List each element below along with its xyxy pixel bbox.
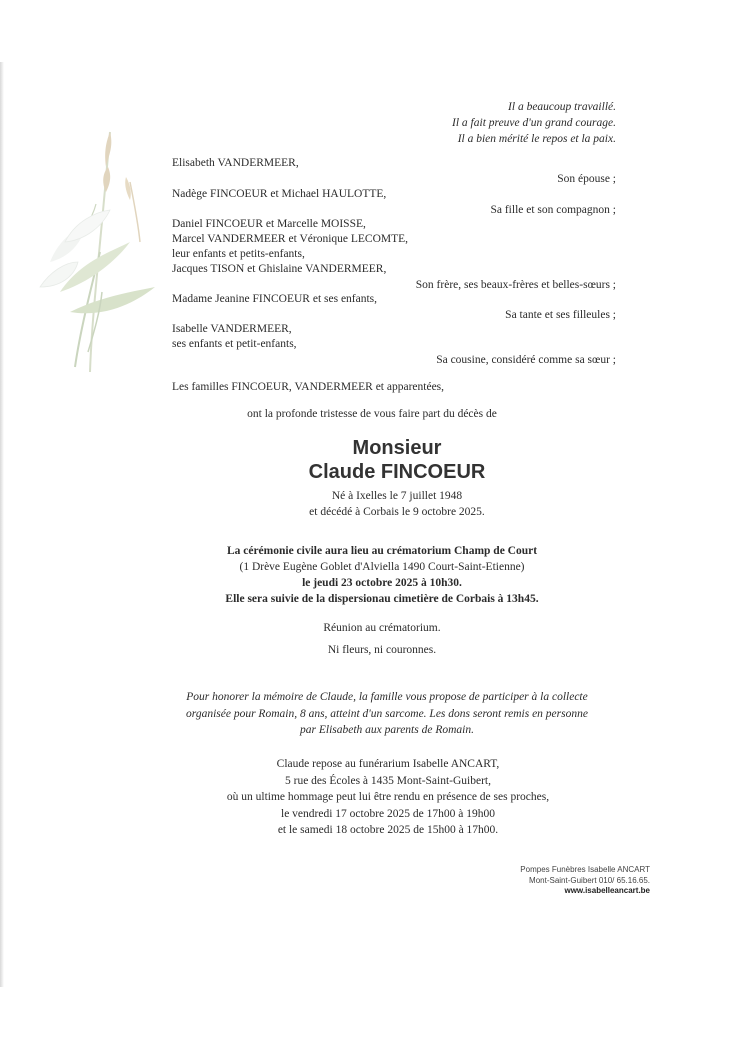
funeral-home-name: Pompes Funèbres Isabelle ANCART [520,865,650,874]
deceased-block [272,436,522,520]
fundraiser-line: Pour honorer la mémoire de Claude, la famille vous propose de participer à la collecte [186,691,588,703]
announcement-intro: ont la profonde tristesse de vous faire part du décès de [247,408,497,420]
ceremony-info [0,543,744,607]
reunion-note: Réunion au crématorium. [323,622,441,634]
epigraph-line: Il a beaucoup travaillé. [508,101,616,113]
family-member-line: ses enfants et petit-enfants, [172,338,297,350]
visitation-line: où un ultime hommage peut lui être rendu en présence de ses proches, [226,791,550,803]
dispersion-info: Elle sera suivie de la dispersionau cimetière de Corbais à 13h45. [225,593,539,605]
funeral-home-website[interactable]: www.isabelleancart.be [564,886,650,895]
family-member-line: Daniel FINCOEUR et Marcelle MOISSE, [172,218,366,230]
funeral-home-contact: Mont-Saint-Guibert 010/ 65.16.65. [529,875,650,885]
visitation-line: 5 rue des Écoles à 1435 Mont-Saint-Guibert, [285,774,491,787]
family-member-line: Nadège FINCOEUR et Michael HAULOTTE, [172,188,387,200]
funeral-home-footer [520,865,650,897]
birth-info: Né à Ixelles le 7 juillet 1948 [331,490,463,502]
fundraiser-line: organisée pour Romain, 8 ans, atteint d'un sarcome. Les dons seront remis en personne [186,707,588,720]
family-member-line: Jacques TISON et Ghislaine VANDERMEER, [172,263,387,275]
deceased-title: Monsieur [352,437,442,459]
family-member-line: Elisabeth VANDERMEER, [172,157,299,169]
family-relation: Son frère, ses beaux-frères et belles-sœurs ; [415,279,616,291]
epigraph-line: Il a fait preuve d'un grand courage. [452,117,616,129]
ceremony-address: (1 Drève Eugène Goblet d'Alviella 1490 Court-Saint-Etienne) [239,561,525,573]
calla-lily-wheat-illustration [30,112,160,382]
family-member-line: Marcel VANDERMEER et Véronique LECOMTE, [172,233,409,245]
family-relation: Sa fille et son compagnon ; [490,204,616,216]
visitation-line: Claude repose au funérarium Isabelle ANCART, [276,758,500,770]
flowers-note: Ni fleurs, ni couronnes. [327,644,437,656]
epigraph-line: Il a bien mérité le repos et la paix. [457,133,616,145]
visitation-info [0,756,744,839]
family-member-line: Les familles FINCOEUR, VANDERMEER et apparentées, [172,381,445,393]
death-info: et décédé à Corbais le 9 octobre 2025. [309,506,485,518]
family-relation: Sa tante et ses filleules ; [505,309,616,321]
visitation-line: et le samedi 18 octobre 2025 de 15h00 à 17h00. [277,824,499,836]
fundraiser-paragraph [160,689,614,739]
family-member-line: Isabelle VANDERMEER, [172,323,292,335]
fundraiser-line: par Elisabeth aux parents de Romain. [300,724,474,736]
epigraph [452,99,616,147]
page-edge-shadow [0,62,4,987]
ceremony-line: La cérémonie civile aura lieu au crématorium Champ de Court [226,545,538,557]
family-member-line: leur enfants et petits-enfants, [172,248,305,260]
family-relation: Son épouse ; [557,173,616,185]
deceased-name: Claude FINCOEUR [308,461,486,483]
ceremony-date: le jeudi 23 octobre 2025 à 10h30. [302,577,462,589]
visitation-line: le vendredi 17 octobre 2025 de 17h00 à 19h00 [281,807,495,820]
family-relation: Sa cousine, considéré comme sa sœur ; [436,354,616,366]
family-member-line: Madame Jeanine FINCOEUR et ses enfants, [172,293,378,305]
